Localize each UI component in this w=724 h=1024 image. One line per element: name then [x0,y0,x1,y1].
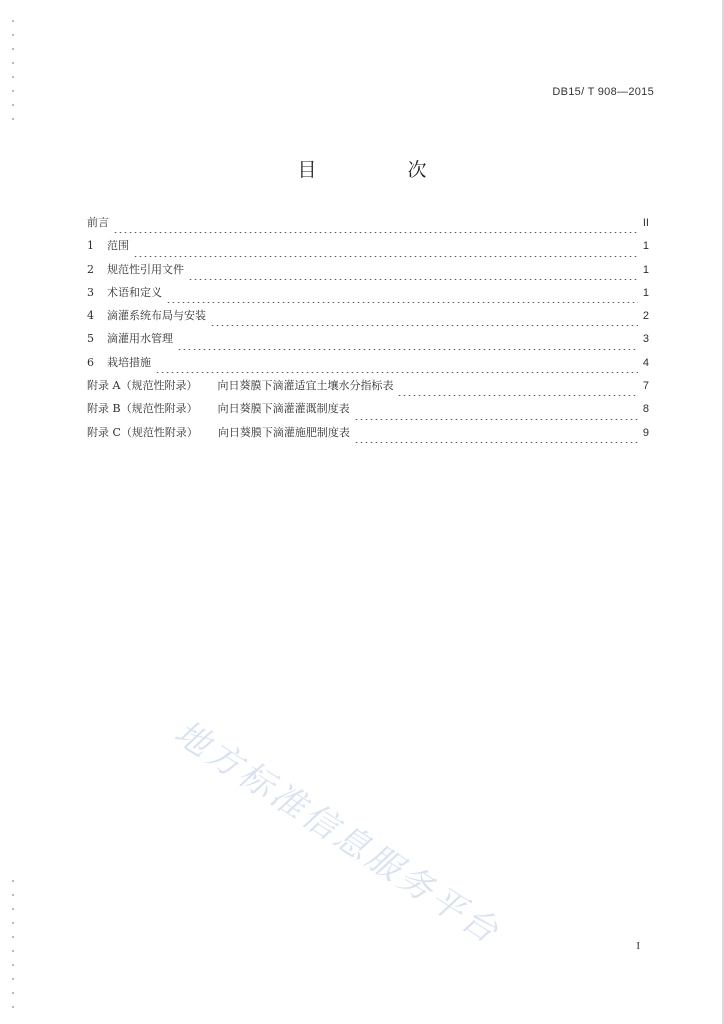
toc-entry-appendix-a[interactable] [87,377,649,400]
toc-entry-number: 6 [87,355,94,369]
watermark-text: 地方标准信息服务平台 [167,712,508,954]
toc-appendix-label: 附录 C（规范性附录） [87,425,198,439]
toc-entry-title: 栽培措施 [107,355,151,369]
scan-edge-marks-top [12,20,14,130]
toc-entry-title: 范围 [107,239,129,253]
toc-entry-4[interactable] [87,307,649,330]
toc-entry-3[interactable] [87,284,649,307]
toc-entry-2[interactable] [87,261,649,284]
toc-entry-6[interactable] [87,354,649,377]
toc-entry-foreword[interactable] [87,214,649,237]
toc-entry-title: 向日葵膜下滴灌施肥制度表 [217,425,350,439]
dot-leader [166,302,638,303]
toc-entry-title: 向日葵膜下滴灌灌溉制度表 [217,402,350,416]
toc-entry-5[interactable] [87,330,649,353]
dot-leader [113,232,638,233]
dot-leader [155,372,638,373]
toc-entry-page: 3 [642,333,649,346]
dot-leader [354,419,638,420]
toc-entry-page: 1 [642,286,649,299]
dot-leader [133,256,638,257]
toc-appendix-label: 附录 A（规范性附录） [87,379,198,393]
dot-leader [210,325,638,326]
dot-leader [354,442,638,443]
toc-entry-title: 规范性引用文件 [107,262,184,276]
toc-entry-title: 向日葵膜下滴灌适宜土壤水分指标表 [217,379,394,393]
standard-code: DB15/ T 908—2015 [552,86,654,98]
toc-entry-number: 5 [87,332,94,346]
toc-entry-title: 滴灌系统布局与安装 [107,309,206,323]
toc-entry-number: 3 [87,285,94,299]
toc-entry-page: 1 [642,263,649,276]
toc-title: 目 次 [297,159,463,181]
toc-appendix-label: 附录 B（规范性附录） [87,402,198,416]
toc-entry-number: 2 [87,262,94,276]
toc-entry-page: 9 [642,426,649,439]
toc-entry-page: 4 [642,356,649,369]
toc-entry-page: 7 [642,380,649,393]
toc-entry-title: 前言 [87,216,109,229]
dot-leader [177,349,638,350]
toc-entry-appendix-c[interactable] [87,424,649,447]
toc-entry-1[interactable] [87,237,649,260]
toc-entry-page: 2 [642,310,649,323]
toc-entry-number: 1 [87,239,94,253]
dot-leader [188,279,638,280]
toc-entry-appendix-b[interactable] [87,400,649,423]
dot-leader [397,395,638,396]
toc-entry-page: 1 [642,240,649,253]
toc-entry-title: 术语和定义 [107,285,162,299]
scan-edge-marks-bottom [12,880,14,1010]
table-of-contents [87,214,649,447]
toc-entry-title: 滴灌用水管理 [107,332,173,346]
toc-entry-page: 8 [642,403,649,416]
page-number: I [636,940,640,952]
toc-entry-page: II [642,217,649,229]
toc-entry-number: 4 [87,309,94,323]
